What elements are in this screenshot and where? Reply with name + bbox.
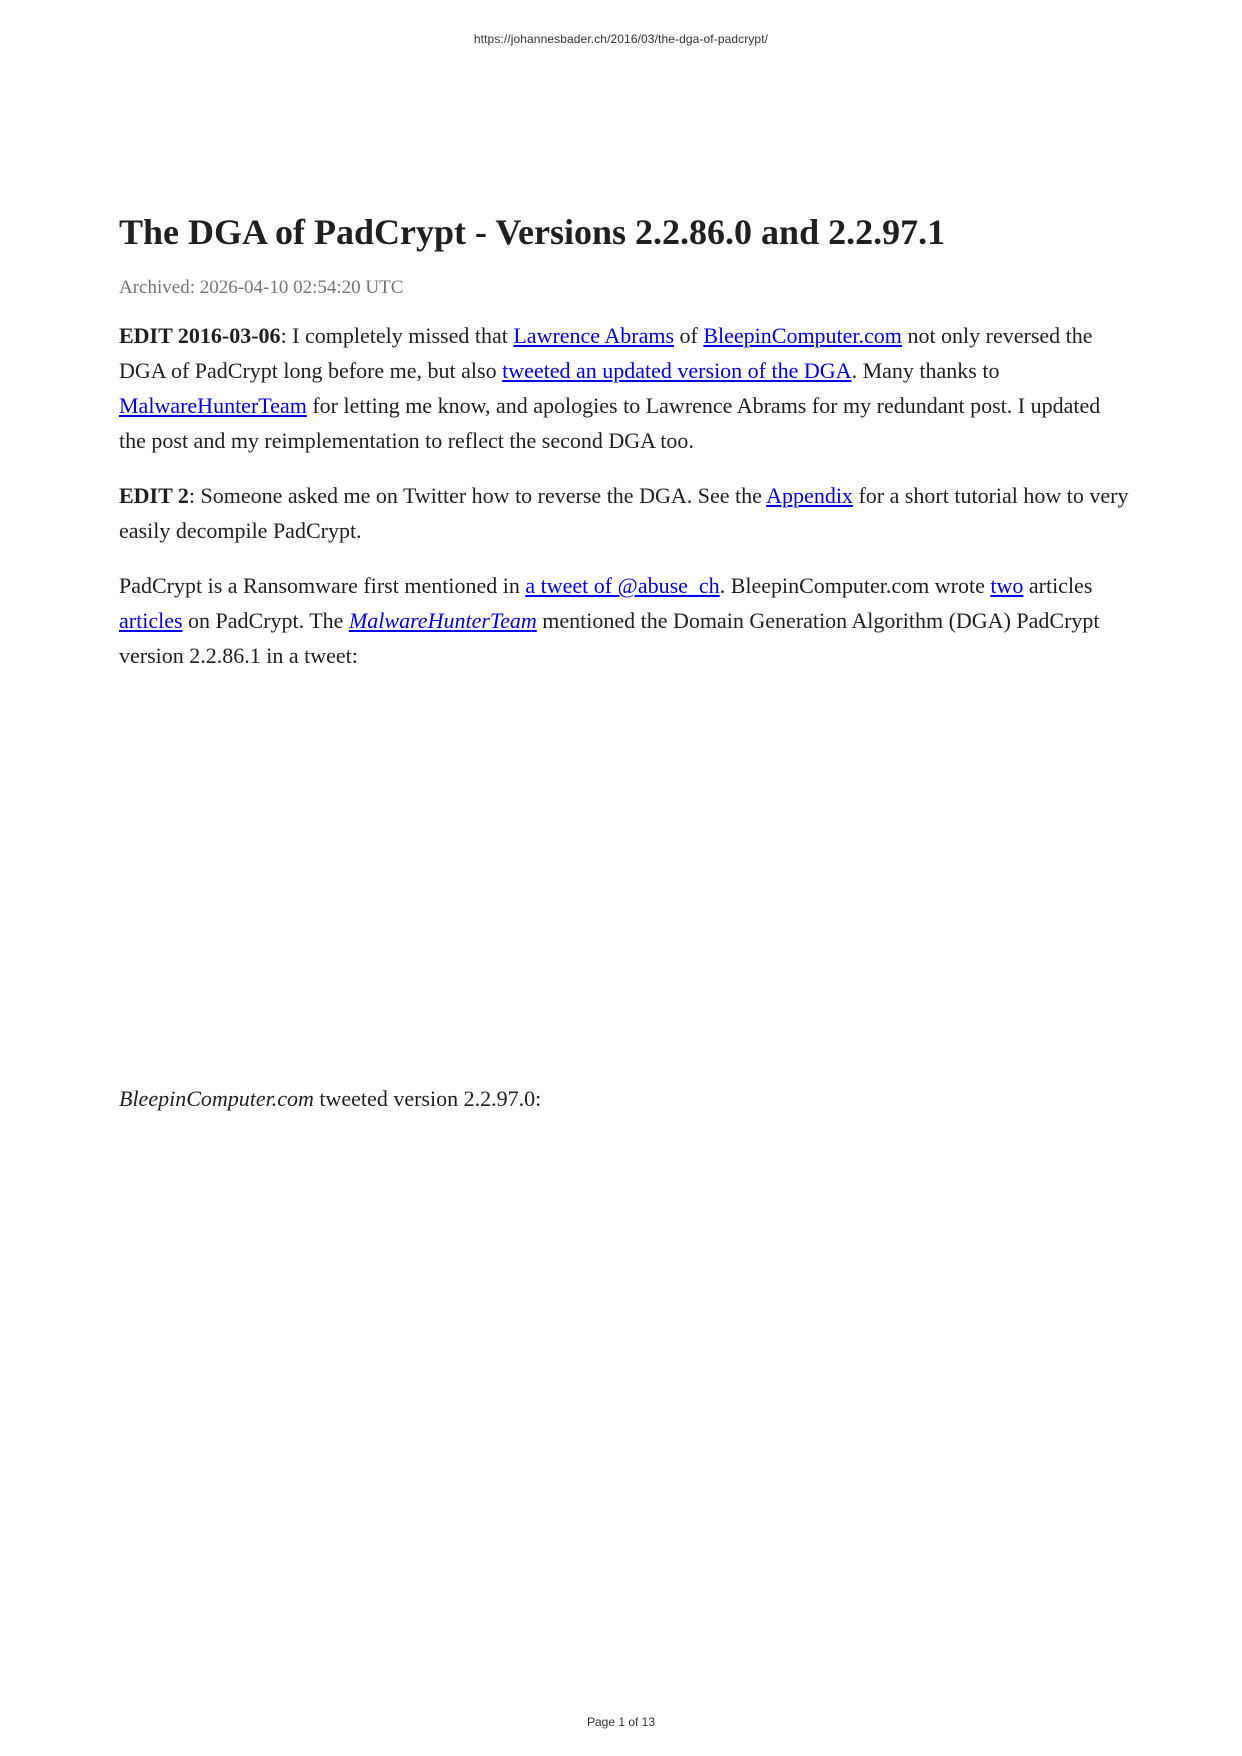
page-url-header: https://johannesbader.ch/2016/03/the-dga-of-padcrypt/ <box>473 32 769 46</box>
embedded-tweet-placeholder <box>119 673 1131 1061</box>
intro-paragraph <box>119 568 1131 673</box>
text: not only reversed the DGA of PadCrypt long before me, but also <box>119 323 1093 383</box>
text: : I completely missed that <box>280 323 514 348</box>
link-tweeted-updated-dga[interactable]: tweeted an updated version of the DGA <box>502 358 852 383</box>
text: tweeted version 2.2.97.0: <box>313 1086 542 1111</box>
text: articles <box>1023 573 1093 598</box>
edit-2-paragraph <box>119 478 1131 548</box>
text: mentioned the Domain Generation Algorithm (DGA) PadCrypt version 2.2.86.1 in a tweet: <box>119 608 1100 668</box>
archived-timestamp: Archived: 2026-04-10 02:54:20 UTC <box>119 277 404 298</box>
bleeping-paragraph <box>119 1081 1131 1116</box>
link-text: MalwareHunterTeam <box>348 608 537 633</box>
text: PadCrypt is a Ransomware first mentioned in <box>119 573 526 598</box>
edit-2-label: EDIT 2 <box>119 483 189 508</box>
link-lawrence-abrams[interactable]: Lawrence Abrams <box>513 323 675 348</box>
article-title: The DGA of PadCrypt - Versions 2.2.86.0 and 2.2.97.1 <box>119 212 946 252</box>
edit-1-label: EDIT 2016-03-06 <box>119 323 281 348</box>
link-malwarehunterteam-italic[interactable] <box>349 608 537 633</box>
link-articles[interactable]: articles <box>119 608 183 633</box>
text: on PadCrypt. The <box>182 608 349 633</box>
text: of <box>674 323 704 348</box>
link-bleepingcomputer[interactable]: BleepinComputer.com <box>703 323 902 348</box>
text: for a short tutorial how to very easily decompile PadCrypt. <box>119 483 1129 543</box>
text: . Many thanks to <box>851 358 1000 383</box>
page-number: Page 1 of 13 <box>586 1715 656 1729</box>
text: : Someone asked me on Twitter how to reverse the DGA. See the <box>188 483 767 508</box>
article <box>119 209 1131 1116</box>
text: for letting me know, and apologies to Lawrence Abrams for my redundant post. I updated the post and my reimplementation to reflect the second DGA too. <box>119 393 1101 453</box>
link-abuse-ch-tweet[interactable]: a tweet of @abuse_ch <box>525 573 720 598</box>
edit-1-paragraph <box>119 318 1131 458</box>
text: . BleepinComputer.com wrote <box>719 573 991 598</box>
bleepingcomputer-name: BleepinComputer.com <box>119 1086 314 1111</box>
link-appendix[interactable]: Appendix <box>766 483 853 508</box>
link-two[interactable]: two <box>990 573 1024 598</box>
link-malwarehunterteam[interactable]: MalwareHunterTeam <box>119 393 307 418</box>
